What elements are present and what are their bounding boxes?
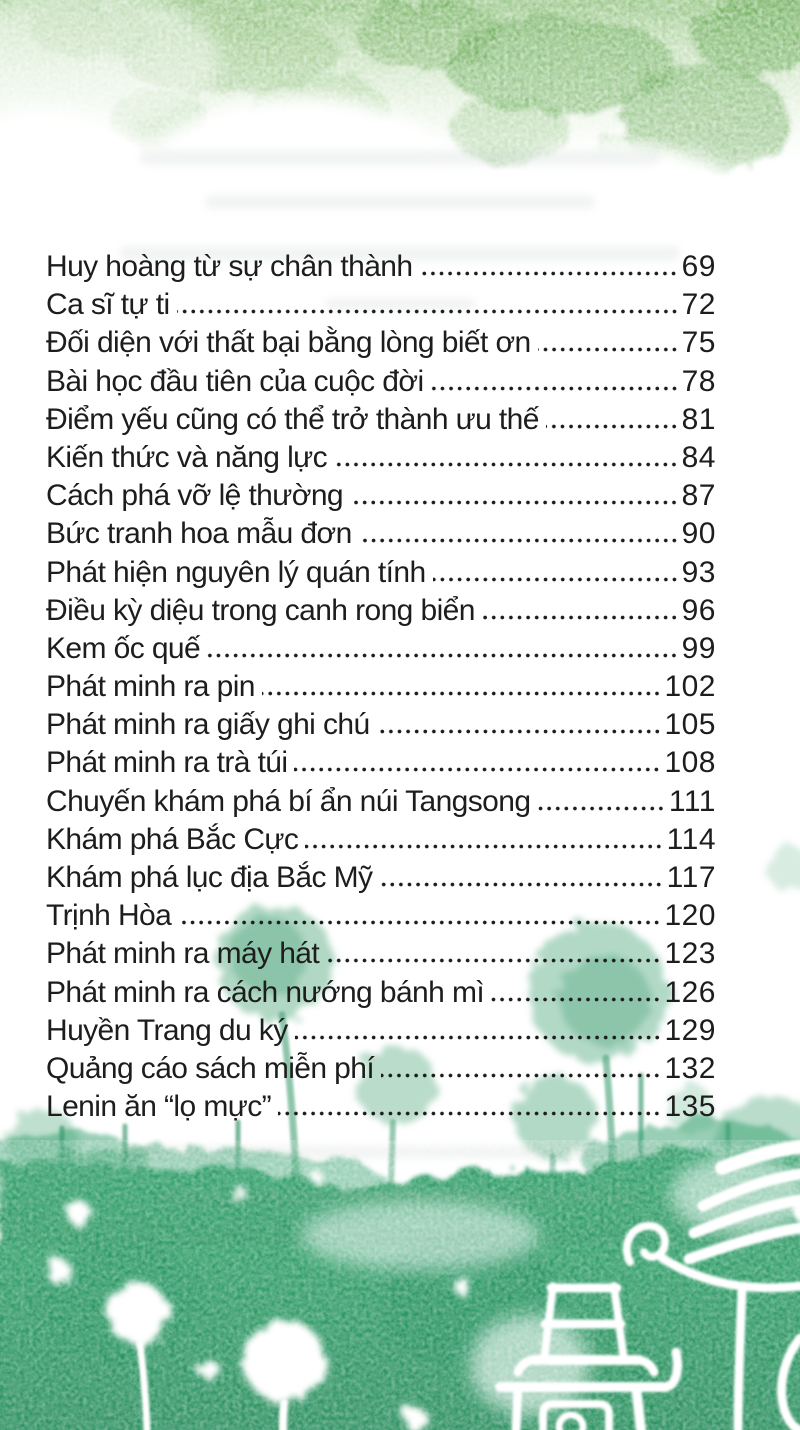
toc-title: Phát minh ra cách nướng bánh mì: [46, 975, 485, 1009]
toc-title: Trịnh Hòa: [46, 899, 172, 933]
toc-row: [46, 976, 716, 1014]
toc-dot-leader: [305, 844, 663, 849]
toc-page-number: 111: [668, 784, 716, 818]
toc-title: Điều kỳ diệu trong canh rong biển: [46, 593, 475, 627]
toc-page-number: 72: [681, 288, 716, 322]
toc-row: [46, 899, 716, 937]
toc-title: Bài học đầu tiên của cuộc đời: [46, 364, 424, 398]
toc-row: [46, 823, 716, 861]
toc-row: [46, 708, 716, 746]
toc-dot-leader: [538, 347, 679, 352]
toc-dot-leader: [207, 653, 679, 658]
toc-page-number: 75: [681, 326, 716, 360]
paper-grain-bottom: [0, 1140, 800, 1430]
toc-page-number: 105: [664, 708, 716, 742]
toc-title: Ca sĩ tự ti: [46, 288, 170, 322]
toc-page-number: 81: [681, 402, 716, 436]
toc-row: [46, 250, 716, 288]
toc-title: Khám phá Bắc Cực: [46, 822, 299, 856]
toc-title: Lenin ăn “lọ mực”: [46, 1090, 271, 1124]
toc-dot-leader: [294, 767, 661, 772]
toc-page-number: 120: [664, 899, 716, 933]
toc-row: [46, 403, 716, 441]
toc-dot-leader: [350, 500, 679, 505]
toc-page-number: 78: [681, 364, 716, 398]
toc-row: [46, 1014, 716, 1052]
toc-title: Bức tranh hoa mẫu đơn: [46, 517, 352, 551]
toc-dot-leader: [262, 691, 662, 696]
toc-page-number: 87: [681, 479, 716, 513]
toc-dot-leader: [482, 615, 679, 620]
toc-row: [46, 785, 716, 823]
toc-list: [46, 250, 716, 1128]
toc-title: Phát minh ra pin: [46, 670, 255, 704]
toc-dot-leader: [491, 997, 661, 1002]
toc-page-number: 69: [681, 250, 716, 283]
toc-dot-leader: [546, 424, 679, 429]
toc-page-number: 102: [664, 670, 716, 704]
toc-page-number: 93: [681, 555, 716, 589]
toc-row: [46, 441, 716, 479]
toc-page-number: 132: [664, 1051, 716, 1085]
toc-title: Chuyến khám phá bí ẩn núi Tangsong: [46, 784, 531, 818]
toc-title: Phát minh ra trà túi: [46, 746, 288, 780]
toc-dot-leader: [419, 271, 678, 276]
toc-dot-leader: [359, 538, 679, 543]
toc-dot-leader: [433, 577, 679, 582]
toc-page-number: 135: [664, 1090, 716, 1124]
paper-grain-top: [0, 0, 800, 175]
toc-row: [46, 326, 716, 364]
toc-page-number: 114: [666, 822, 716, 856]
toc-dot-leader: [377, 729, 662, 734]
toc-page-number: 123: [664, 937, 716, 971]
toc-title: Quảng cáo sách miễn phí: [46, 1051, 375, 1085]
toc-row: [46, 632, 716, 670]
toc-title: Đối diện với thất bại bằng lòng biết ơn: [46, 326, 531, 360]
toc-page-number: 126: [664, 975, 716, 1009]
toc-dot-leader: [295, 1035, 662, 1040]
toc-row: [46, 594, 716, 632]
toc-page-number: 129: [664, 1013, 716, 1047]
toc-dot-leader: [381, 1073, 661, 1078]
toc-title: Phát minh ra giấy ghi chú: [46, 708, 370, 742]
toc-row: [46, 556, 716, 594]
toc-row: [46, 1052, 716, 1090]
toc-row: [46, 670, 716, 708]
toc-title: Cách phá vỡ lệ thường: [46, 479, 343, 513]
toc-dot-leader: [537, 806, 665, 811]
toc-dot-leader: [334, 462, 679, 467]
toc-dot-leader: [178, 920, 661, 925]
toc-title: Kiến thức và năng lực: [46, 440, 328, 474]
toc-dot-leader: [326, 958, 661, 963]
toc-row: [46, 1090, 716, 1128]
toc-row: [46, 479, 716, 517]
toc-title: Kem ốc quế: [46, 631, 201, 665]
toc-title: Khám phá lục địa Bắc Mỹ: [46, 861, 373, 894]
toc-dot-leader: [177, 309, 679, 314]
toc-dot-leader: [379, 882, 663, 887]
toc-row: [46, 937, 716, 975]
toc-title: Huyền Trang du ký: [46, 1013, 288, 1047]
toc-title: Điểm yếu cũng có thể trở thành ưu thế: [46, 402, 539, 436]
toc-row: [46, 517, 716, 555]
toc-row: [46, 746, 716, 784]
toc-row: [46, 365, 716, 403]
toc-page-number: 90: [681, 517, 716, 551]
toc-dot-leader: [431, 386, 679, 391]
toc-title: Phát minh ra máy hát: [46, 937, 320, 971]
toc-page-number: 84: [681, 440, 716, 474]
toc-page-number: 99: [681, 631, 716, 665]
toc-title: Huy hoàng từ sự chân thành: [46, 250, 413, 283]
toc-page-number: 96: [681, 593, 716, 627]
toc-dot-leader: [278, 1111, 661, 1116]
toc-page-number: 117: [666, 861, 716, 894]
toc-row: [46, 288, 716, 326]
toc-row: [46, 861, 716, 899]
toc-title: Phát hiện nguyên lý quán tính: [46, 555, 426, 589]
toc-page-number: 108: [664, 746, 716, 780]
